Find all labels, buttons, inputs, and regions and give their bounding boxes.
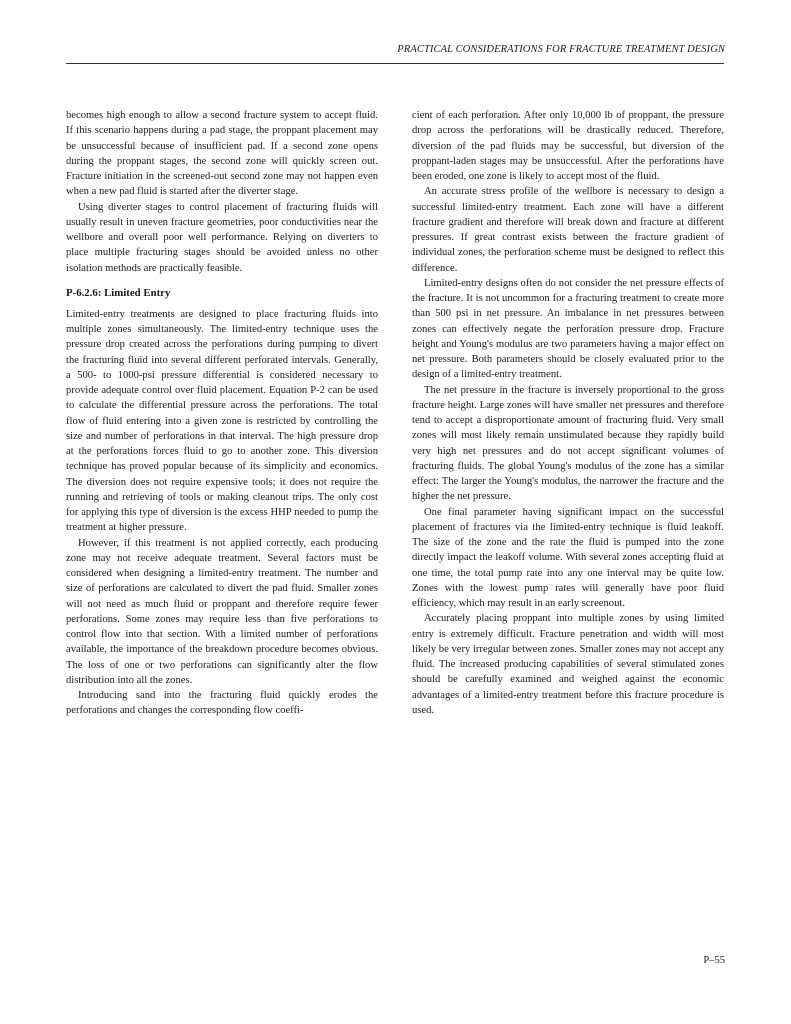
- paragraph: However, if this treatment is not applied correctly, each producing zone may not receive adequate treatment. Several factors must be considered when designing a limited-entry treatment. The number and size of perforations are calculated to divert the pad fluid. Smaller zones will not need as much fluid or proppant and therefore require fewer perforations. Some zones may require less than five perforations to control flow into that section. With a limited number of perforations available, the importance of the breakdown procedure becomes obvious. The loss of one or two perforations can significantly alter the flow distribution into all the zones.: [66, 537, 378, 686]
- paragraph: One final parameter having significant impact on the successful placement of fractures via the limited-entry technique is fluid leakoff. The size of the zone and the rate the fluid is pumped into the zone directly impact the leakoff volume. With several zones accepting fluid at one time, the total pump rate into any one interval may be quite low. Zones with the lowest pump rates will generally have poor fluid efficiency, which may result in an early screenout.: [412, 506, 724, 609]
- paragraph: Limited-entry treatments are designed to place fracturing fluids into multiple zones simultaneously. The limited-entry technique uses the pressure drop created across the perforations during pumping to divert the fracturing fluid into several different perforated intervals. Generally, a 500- to 1000-psi pressure differential is considered necessary to provide adequate control over fluid placement. Equation P-2 can be used to calculate the differential pressure across the perforations. The total flow of fluid entering into a given zone is restricted by controlling the size and number of perforations in that interval. The high pressure drop at the perforations forces fluid to go to another zone. This diversion technique has proved popular because of its simplicity and economics. The diversion does not require expensive tools; it does not require the running and retrieving of tools or making cleanout trips. The only cost for applying this type of diversion is the excess HHP needed to pump the treatment at higher pressure.: [66, 308, 378, 534]
- header-rule: [66, 63, 724, 64]
- paragraph: Using diverter stages to control placement of fracturing fluids will usually result in uneven fracture geometries, poor conductivities near the wellbore and overall poor well performance. Relying on diverters to place multiple fracturing stages should be avoided unless no other isolation methods are practically feasible.: [66, 201, 378, 274]
- paragraph: Limited-entry designs often do not consider the net pressure effects of the fracture. It is not uncommon for a fracturing treatment to create more than 500 psi in net pressure. An imbalance in net pressures between zones can effectively negate the perforation pressure drop. Fracture height and Young's modulus are two parameters having a major effect on net pressure. Both parameters should be closely evaluated prior to the design of a limited-entry treatment.: [412, 277, 724, 381]
- paragraph: An accurate stress profile of the wellbore is necessary to design a successful limited-entry treatment. Each zone will have a different fracture gradient and therefore will break down and fracture at different pressures. If great contrast exists between the fracture gradient of individual zones, the perforation scheme must be designed to reflect this difference.: [412, 186, 724, 274]
- page-number: P–55: [703, 955, 725, 966]
- running-header: PRACTICAL CONSIDERATIONS FOR FRACTURE TREATMENT DESIGN: [397, 44, 725, 55]
- section-heading: P-6.2.6: Limited Entry: [66, 286, 171, 299]
- paragraph: cient of each perforation. After only 10,000 lb of proppant, the pressure drop across the perforations will be drastically reduced. Therefore, diversion of the pad fluids may be successful, but diversion of the proppant-laden stages may be unsuccessful. After the perforations have been eroded, one zone is likely to accept most of the fluid.: [412, 110, 724, 182]
- paragraph: Accurately placing proppant into multiple zones by using limited entry is extremely difficult. Fracture penetration and width will most likely be very irregular between zones. Smaller zones may not accept any fluid. The increased producing capabilities of several stimulated zones should be carefully examined and weighed against the economic advantages of a limited-entry treatment before this fracture procedure is used.: [412, 613, 724, 716]
- paragraph: Introducing sand into the fracturing fluid quickly erodes the perforations and changes the corresponding flow coeffi-: [66, 690, 378, 717]
- paragraph: The net pressure in the fracture is inversely proportional to the gross fracture height. Large zones will have smaller net pressures and therefore tend to accept a disproportionate amount of fracturing fluid. Very small zones will most likely remain unstimulated because they rapidly build very high net pressures and do not accept significant volumes of fracturing fluids. The global Young's modulus of the zone has a similar effect: The larger the Young's modulus, the narrower the fracture and the higher the net pressure.: [412, 384, 724, 503]
- paragraph: becomes high enough to allow a second fracture system to accept fluid. If this scenario happens during a pad stage, the proppant placement may be unsuccessful because of insufficient pad. If a second zone opens during the proppant stages, the second zone will quickly screen out. Fracture initiation in the screened-out second zone may not happen even when a new pad fluid is started after the diverter stage.: [66, 110, 378, 198]
- right-column: [412, 108, 724, 718]
- left-column: [66, 108, 378, 719]
